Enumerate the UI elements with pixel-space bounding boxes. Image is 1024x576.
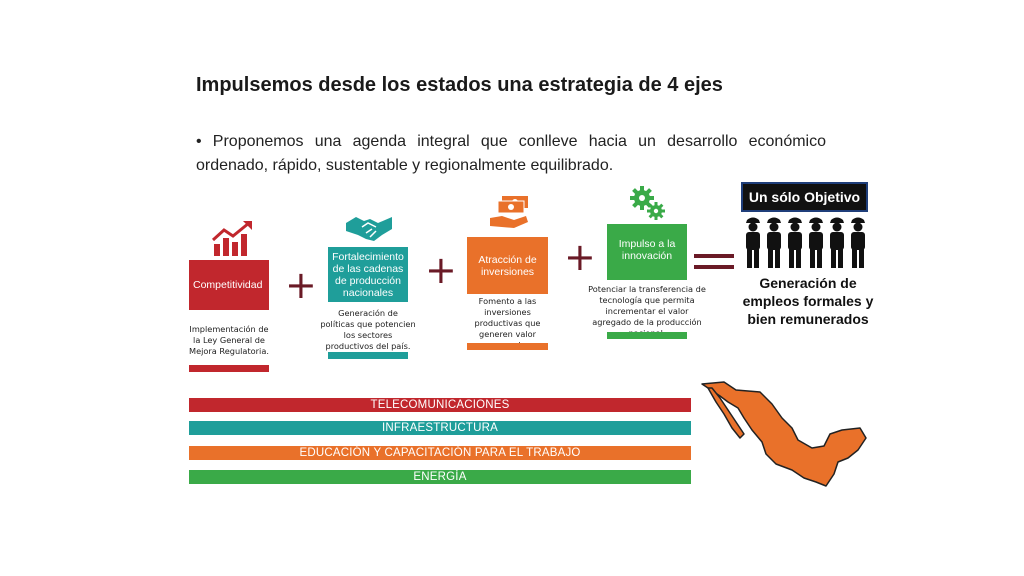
equals-sign xyxy=(693,253,735,271)
intro-paragraph: • Proponemos una agenda integral que conlleve hacia un desarrollo económico ordenado, rápido, sustentable y regionalmente equilibrado. xyxy=(196,133,826,174)
axis-description: Potenciar la transferencia de tecnología que permita incrementar el valor agregado de la producción xyxy=(588,284,706,327)
axis-label: Atracción de inversiones xyxy=(478,253,537,278)
axis-underline xyxy=(467,343,548,350)
axis-description: Fomento a las inversiones productivas que generen valor xyxy=(474,296,541,339)
plus-sign: + xyxy=(285,263,317,307)
band-infraestructura: INFRAESTRUCTURA xyxy=(189,421,691,435)
plus-sign: + xyxy=(425,248,457,292)
mexico-map-icon xyxy=(700,378,872,488)
axis-atraccion-box xyxy=(467,237,548,294)
axis-underline xyxy=(189,365,269,372)
plus-sign: + xyxy=(564,235,596,279)
axis-label: Fortalecimiento de las cadenas de producción nacionales xyxy=(332,250,404,299)
axis-underline xyxy=(328,352,408,359)
band-energia: ENERGÍA xyxy=(189,470,691,484)
growth-chart-icon xyxy=(211,220,255,258)
axis-description: Generación de políticas que potencien los sectores productivos del país. xyxy=(320,308,416,351)
band-educacion: EDUCACIÓN Y CAPACITACIÓN PARA EL TRABAJO xyxy=(189,446,691,460)
money-hand-icon xyxy=(488,194,532,230)
axis-label: Competitividad xyxy=(193,279,263,291)
workers-group-icon xyxy=(742,216,870,270)
page-title: Impulsemos desde los estados una estrategia de 4 ejes xyxy=(196,74,723,96)
axis-fortalecimiento-box xyxy=(328,247,408,302)
axis-innovacion-box xyxy=(607,224,687,280)
handshake-icon xyxy=(344,213,394,243)
axis-underline xyxy=(607,332,687,339)
gears-icon xyxy=(628,186,668,222)
axis-label: Impulso a la innovación xyxy=(618,238,676,262)
axis-description: Implementación de la Ley General de Mejora Regulatoria. xyxy=(189,324,269,356)
band-telecomunicaciones: TELECOMUNICACIONES xyxy=(189,398,691,412)
objective-badge: Un sólo Objetivo xyxy=(741,182,868,212)
objective-outcome: Generación de empleos formales y bien remunerados xyxy=(742,275,874,327)
axis-competitividad-box xyxy=(189,260,269,310)
